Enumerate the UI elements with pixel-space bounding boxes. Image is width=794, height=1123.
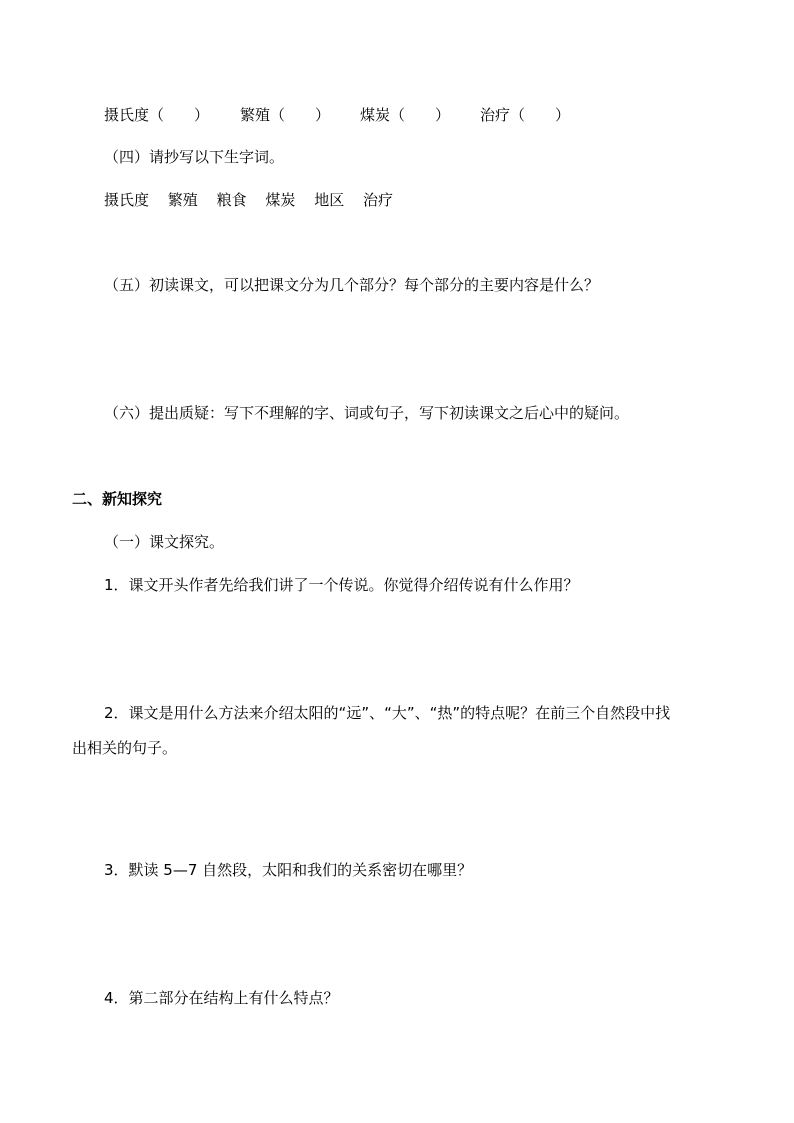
copy-word-1: 摄氏度 xyxy=(104,191,150,209)
section-2-subsection: （一）课文探究。 xyxy=(104,533,225,551)
section-2-question-2-cont: 出相关的句子。 xyxy=(72,739,178,757)
copy-task-words xyxy=(104,189,407,211)
pinyin-blank-4: 治疗（ ） xyxy=(480,106,571,124)
question-6: （六）提出质疑：写下不理解的字、词或句子，写下初读课文之后心中的疑问。 xyxy=(104,404,630,422)
pinyin-blanks-row xyxy=(104,104,604,126)
copy-word-4: 煤炭 xyxy=(265,191,296,209)
section-2-question-3: 3．默读 5—7 自然段，太阳和我们的关系密切在哪里？ xyxy=(104,861,473,879)
section-2-question-2: 2．课文是用什么方法来介绍太阳的“远”、“大”、“热”的特点呢？在前三个自然段中找 xyxy=(104,704,671,722)
copy-word-2: 繁殖 xyxy=(167,191,198,209)
section-2-title: 二、新知探究 xyxy=(72,490,163,508)
section-2-question-4: 4．第二部分在结构上有什么特点？ xyxy=(104,989,339,1007)
pinyin-blank-2: 繁殖（ ） xyxy=(240,106,331,124)
copy-word-5: 地区 xyxy=(314,191,345,209)
copy-task-prompt: （四）请抄写以下生字词。 xyxy=(104,148,285,166)
copy-word-6: 治疗 xyxy=(362,191,393,209)
question-5: （五）初读课文，可以把课文分为几个部分？每个部分的主要内容是什么？ xyxy=(104,276,600,294)
copy-word-3: 粮食 xyxy=(216,191,247,209)
pinyin-blank-1: 摄氏度（ ） xyxy=(104,106,210,124)
section-2-question-1: 1．课文开头作者先给我们讲了一个传说。你觉得介绍传说有什么作用？ xyxy=(104,576,579,594)
pinyin-blank-3: 煤炭（ ） xyxy=(360,106,451,124)
